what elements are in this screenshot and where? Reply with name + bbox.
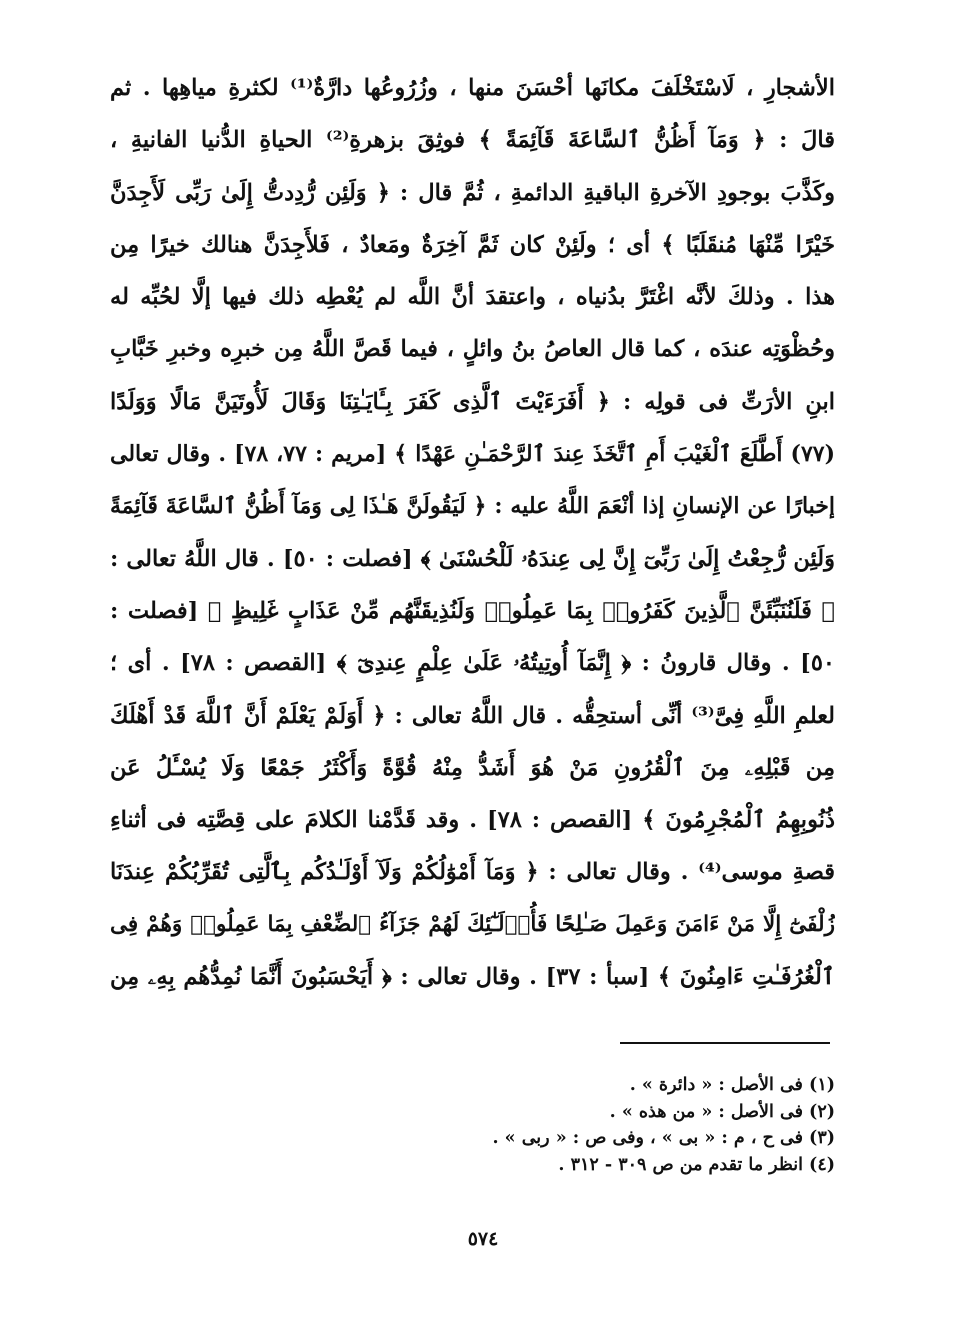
main-text-block <box>110 62 835 1003</box>
page-number: ٥٧٤ <box>467 1228 499 1250</box>
text-line: هذا . وذلكَ لأنَّه اغْتَرَّ بدُنياه ، واعتقدَ أنَّ اللَّه لم يُعْطِه ذلك فيها إلَّا لحُبِّه له <box>110 284 835 311</box>
footnote: (١) فى الأصل : « دائرة » . <box>629 1075 835 1095</box>
text-line: ٥٠] . وقال قارونُ : ﴿ إِنَّمَآ أُوتِيتُهُۥ عَلَىٰ عِلْمٍ عِندِىٓ ﴾ [القصص : ٧٨] . أى ؛ <box>110 650 835 677</box>
text-line: وكَذَّبَ بوجودِ الآخرةِ الباقيةِ الدائمةِ ، ثُمَّ قال : ﴿ وَلَئِن رُّدِدتُّ إِلَىٰ رَبِّى لَأَجِدَنَّ <box>110 179 835 206</box>
text-line: (٧٧) أَطَّلَعَ ٱلْغَيْبَ أَمِ ٱتَّخَذَ عِندَ ٱلرَّحْمَـٰنِ عَهْدًا ﴾ [مريم : ٧٧، ٧٨] . وقال تعالى <box>110 441 835 468</box>
text-line: الأشجارِ ، لَاسْتَخْلَفَ مكانَها أحْسَنَ منها ، وزُرُوعُها دارَّةٌ⁽¹⁾ لكثرةِ مياهِها . ثم <box>110 75 835 101</box>
text-line: إخبارًا عن الإنسانِ إذا أنْعَمَ اللَّهُ عليه : ﴿ لَيَقُولَنَّ هَـٰذَا لِى وَمَآ أَظُنُّ ٱلسَّاعَةَ قَآئِمَةً <box>110 493 835 520</box>
text-line: قالَ : ﴿ وَمَآ أَظُنُّ ٱلسَّاعَةَ قَآئِمَةً ﴾ فوثِقَ بزهرةِ⁽²⁾ الحياةِ الدُّنيا الفانيةِ ، <box>110 127 835 154</box>
text-line: مِن قَبْلِهِۦ مِنَ ٱلْقُرُونِ مَنْ هُوَ أَشَدُّ مِنْهُ قُوَّةً وَأَكْثَرُ جَمْعًا وَلَا يُسْـَٔلُ عَن <box>110 754 835 781</box>
footnote: (٣) فى ح ، م : « بى » ، وفى ص : « ربى » . <box>492 1128 835 1148</box>
footnote-separator <box>620 1042 830 1044</box>
footnote: (٢) فى الأصل : « من هذه » . <box>609 1101 835 1122</box>
text-line: ذُنُوبِهِمُ ٱلْمُجْرِمُونَ ﴾ [القصص : ٧٨] . وقد قَدَّمْنا الكلامَ على قِصَّتِه فى أثناءِ <box>110 807 835 834</box>
text-line: وَلَئِن رُّجِعْتُ إِلَىٰ رَبِّىٓ إِنَّ لِى عِندَهُۥ لَلْحُسْنَىٰ ﴾ [فصلت : ٥٠] . قال اللَّهُ تعالى : <box>110 545 835 572</box>
text-line: قصةِ موسى⁽⁴⁾ . وقال تعالى : ﴿ وَمَآ أَمْوَٰلُكُمْ وَلَآ أَوْلَـٰدُكُم بِٱلَّتِى تُقَرِّبُكُمْ عِندَنَا <box>110 859 835 886</box>
footnote: (٤) انظر ما تقدم من ص ٣٠٩ - ٣١٢ . <box>558 1154 835 1175</box>
text-line: ابنِ الأرَتِّ فى قولِه : ﴿ أَفَرَءَيْتَ ٱلَّذِى كَفَرَ بِـَٔايَـٰتِنَا وَقَالَ لَأُوتَيَنَّ مَالًا وَوَلَدًا <box>110 388 835 415</box>
text-line: ﴿ فَلَنُنَبِّئَنَّ ٱلَّذِينَ كَفَرُوا۟ بِمَا عَمِلُوا۟ وَلَنُذِيقَنَّهُم مِّنْ عَذَابٍ غَلِيظٍ ﴾ [فصلت : <box>110 597 835 624</box>
text-line: لعلمِ اللَّهِ فِىَّ⁽³⁾ أنِّى أستحِقُّه . قال اللَّهُ تعالى : ﴿ أَوَلَمْ يَعْلَمْ أَنَّ ٱللَّهَ قَدْ أَهْلَكَ <box>110 702 835 729</box>
text-line: خَيْرًا مِّنْهَا مُنقَلَبًا ﴾ أى ؛ ولَئِنْ كان ثَمَّ آخِرَةٌ ومَعادٌ ، فَلأَجِدَنَّ هنالك خيرًا مِن <box>110 231 835 258</box>
text-line: ٱلْغُرُفَـٰتِ ءَامِنُونَ ﴾ [سبأ : ٣٧] . وقال تعالى : ﴿ أَيَحْسَبُونَ أَنَّمَا نُمِدُّهُم بِهِۦ مِن <box>110 964 835 991</box>
text-line: وحُظْوَتِه عندَه ، كما قال العاصُ بنُ وائلٍ ، فيما قَصَّ اللَّهُ مِن خبرِه وخبرِ خَبَّابِ <box>110 336 835 363</box>
footnotes-block <box>300 1072 835 1178</box>
text-line: زُلْفَىٰٓ إِلَّا مَنْ ءَامَنَ وَعَمِلَ صَـٰلِحًا فَأُو۟لَـٰٓئِكَ لَهُمْ جَزَآءُ ٱلضِّعْفِ بِمَا عَمِلُوا۟ وَهُمْ فِى <box>110 911 835 937</box>
